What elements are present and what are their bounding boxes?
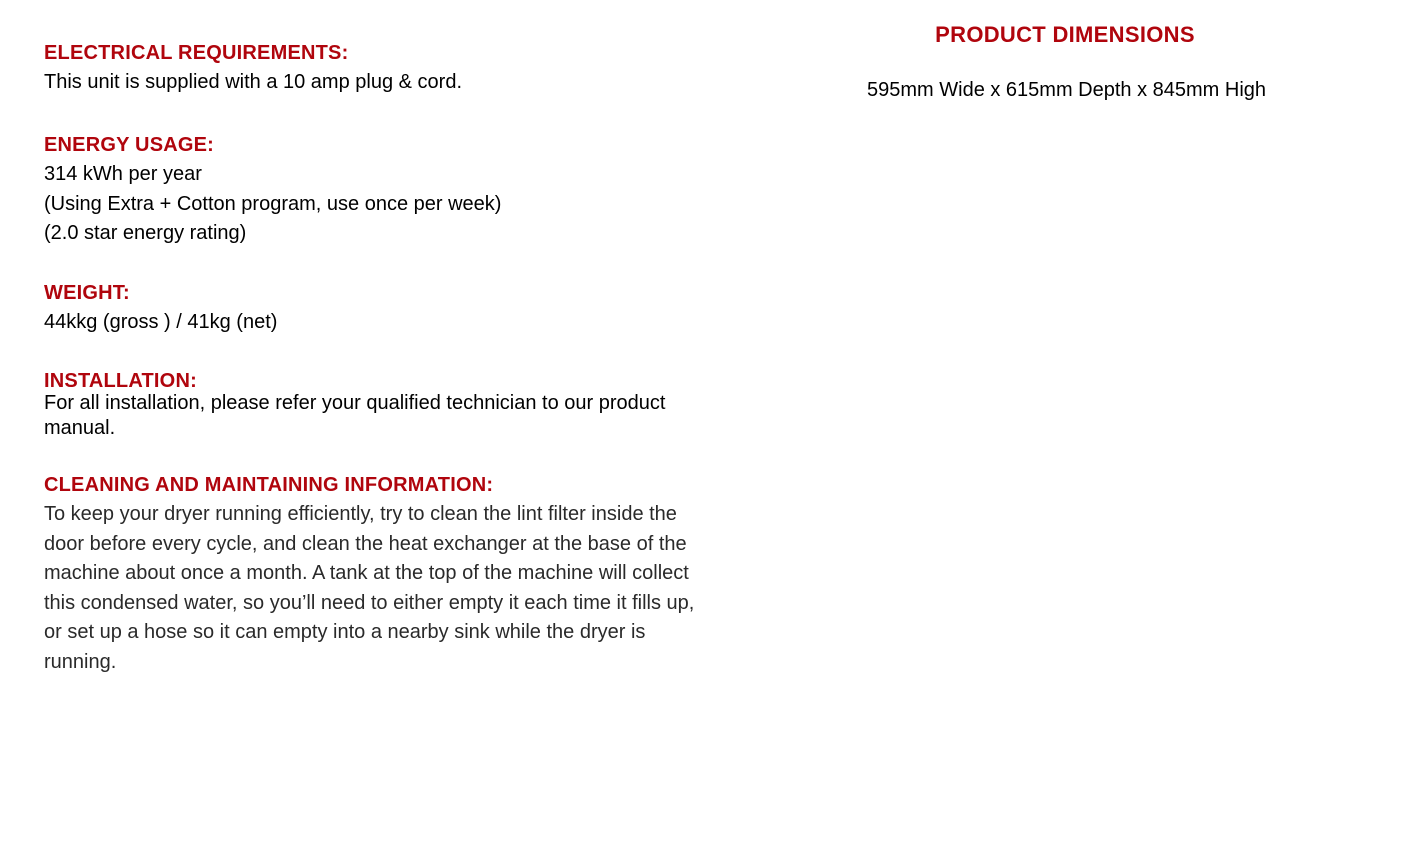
installation-text	[44, 391, 754, 441]
cleaning-text	[44, 500, 744, 678]
energy-kwh-text: 314 kWh per year	[44, 163, 202, 185]
electrical-heading: ELECTRICAL REQUIREMENTS:	[44, 42, 349, 64]
electrical-section	[44, 38, 754, 130]
electrical-text: This unit is supplied with a 10 amp plug & cord.	[44, 71, 462, 93]
installation-line: manual.	[44, 417, 116, 439]
cleaning-line: this condensed water, so you’ll need to either empty it each time it fills up,	[44, 591, 695, 614]
product-specs-column	[44, 38, 754, 678]
dimensions-text: 595mm Wide x 615mm Depth x 845mm High	[867, 79, 1267, 101]
cleaning-line: running.	[44, 650, 117, 673]
dimensions-column	[820, 18, 1310, 105]
energy-program-text: (Using Extra + Cotton program, use once per week)	[44, 192, 502, 215]
energy-rating-text: (2.0 star energy rating)	[44, 222, 247, 244]
cleaning-line: door before every cycle, and clean the heat exchanger at the base of the	[44, 532, 687, 555]
cleaning-line: machine about once a month. A tank at the top of the machine will collect	[44, 562, 689, 585]
cleaning-heading: CLEANING AND MAINTAINING INFORMATION:	[44, 474, 494, 496]
energy-heading: ENERGY USAGE:	[44, 134, 215, 156]
cleaning-line: or set up a hose so it can empty into a nearby sink while the dryer is	[44, 621, 646, 644]
cleaning-section	[44, 470, 754, 678]
installation-section	[44, 366, 754, 470]
weight-text: 44kkg (gross ) / 41kg (net)	[44, 311, 278, 333]
cleaning-line: To keep your dryer running efficiently, try to clean the lint filter inside the	[44, 503, 677, 525]
dimensions-heading: PRODUCT DIMENSIONS	[935, 22, 1195, 47]
weight-heading: WEIGHT:	[44, 282, 130, 304]
installation-line: For all installation, please refer your qualified technician to our product	[44, 392, 666, 414]
installation-heading: INSTALLATION:	[44, 370, 197, 392]
energy-section	[44, 130, 754, 278]
weight-section	[44, 278, 754, 366]
